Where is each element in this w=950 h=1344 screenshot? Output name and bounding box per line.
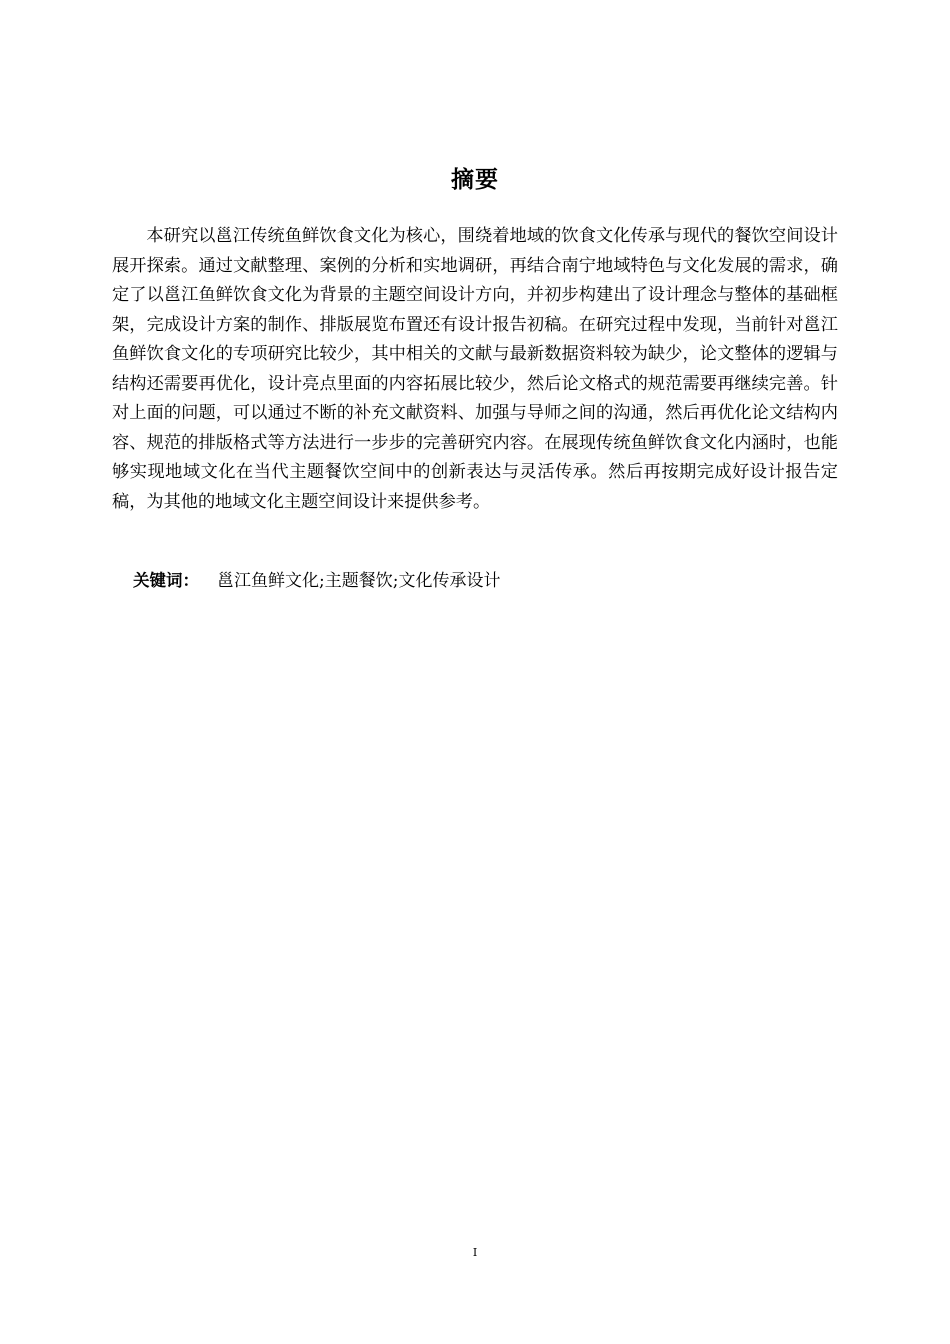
keywords-label: 关键词： (133, 571, 199, 590)
page-number: I (472, 1246, 478, 1259)
keywords-line (133, 567, 833, 595)
keywords-value: 邕江鱼鲜文化;主题餐饮;文化传承设计 (217, 571, 501, 591)
page-title: 摘要 (451, 167, 499, 193)
abstract-paragraph: 本研究以邕江传统鱼鲜饮食文化为核心，围绕着地域的饮食文化传承与现代的餐饮空间设计展开探索。通过文献整理、案例的分析和实地调研，再结合南宁地域特色与文化发展的需求，确定了以邕江鱼鲜饮食文化为背景的主题空间设计方向，并初步构建出了设计理念与整体的基础框架，完成设计方案的制作、排版展览布置还有设计报告初稿。在研究过程中发现，当前针对邕江鱼鲜饮食文化的专项研究比较少，其中相关的文献与最新数据资料较为缺少，论文整体的逻辑与结构还需要再优化，设计亮点里面的内容拓展比较少，然后论文格式的规范需要再继续完善。针对上面的问题，可以通过不断的补充文献资料、加强与导师之间的沟通，然后再优化论文结构内容、规范的排版格式等方法进行一步步的完善研究内容。在展现传统鱼鲜饮食文化内涵时，也能够实现地域文化在当代主题餐饮空间中的创新表达与灵活传承。然后再按期完成好设计报告定稿，为其他的地域文化主题空间设计来提供参考。 (112, 226, 838, 512)
